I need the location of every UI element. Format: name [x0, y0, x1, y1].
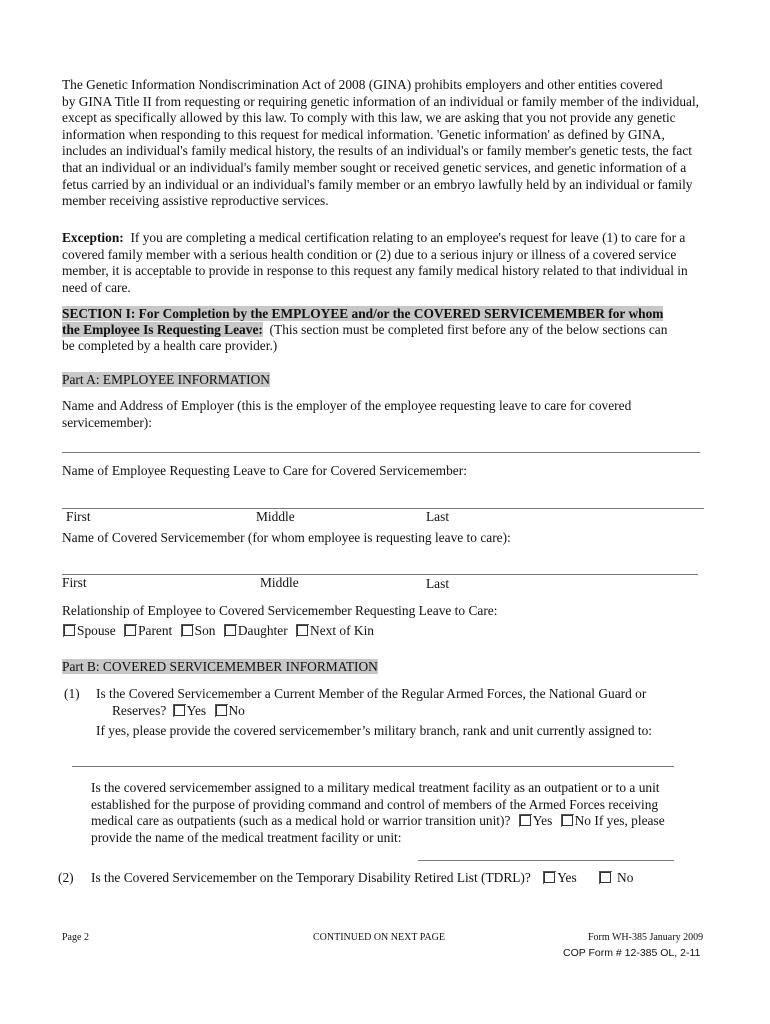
question-2-text: Is the Covered Servicemember on the Temporary Disability Retired List (TDRL)? [91, 870, 531, 885]
employee-last-label: Last [426, 509, 450, 524]
gina-line: fetus carried by an individual or an individual's family member or an embryo lawfully held by an individual or family [62, 176, 693, 192]
relationship-options [64, 623, 380, 639]
covered-name-field[interactable] [62, 574, 698, 575]
part-b-heading [62, 659, 378, 675]
exception-line: covered family member with a serious health condition or (2) due to a serious injury or illness of a covered service [62, 246, 677, 262]
exception-notice [62, 230, 742, 296]
mtf-line: established for the purpose of providing command and control of members of the Armed Forces receiving [91, 796, 659, 812]
question-1-ifyes: If yes, please provide the covered servicemember’s military branch, rank and unit currently assigned to: [96, 723, 653, 738]
employee-name-label: Name of Employee Requesting Leave to Care for Covered Servicemember: [62, 463, 467, 478]
question-1-text-cont: Reserves? [112, 703, 167, 718]
parent-label: Parent [138, 623, 173, 638]
section-1-note-cont: be completed by a health care provider.) [62, 338, 278, 353]
mtf-line: provide the name of the medical treatment facility or unit: [91, 829, 402, 845]
gina-notice [62, 77, 742, 210]
mtf-name-field[interactable] [418, 860, 674, 861]
q1-no-checkbox[interactable] [216, 705, 227, 716]
covered-last-label: Last [426, 576, 450, 591]
mtf-line: Is the covered servicemember assigned to a military medical treatment facility as an outpatient or to a unit [91, 780, 660, 795]
covered-first-label: First [62, 575, 87, 590]
mtf-ifyes: If yes, please [594, 813, 665, 829]
employer-field[interactable] [62, 452, 700, 453]
mtf-line: medical care as outpatients (such as a medical hold or warrior transition unit)? [91, 813, 511, 829]
daughter-checkbox[interactable] [225, 625, 236, 636]
q2-no-checkbox[interactable] [600, 872, 611, 883]
page-number: Page 2 [62, 932, 89, 943]
exception-line: If you are completing a medical certification relating to an employee's request for leave (1) to care for a [123, 230, 686, 245]
continued-note: CONTINUED ON NEXT PAGE [313, 932, 445, 943]
spouse-label: Spouse [77, 623, 116, 638]
part-a-heading [62, 372, 270, 388]
mtf-no-label: No [574, 813, 592, 829]
mtf-options [91, 813, 665, 830]
employer-label [62, 398, 742, 431]
section-1-title: SECTION I: For Completion by the EMPLOYEE and/or the COVERED SERVICEMEMBER for whom [62, 306, 664, 321]
next-of-kin-checkbox[interactable] [297, 625, 308, 636]
exception-line: member, it is acceptable to provide in response to this request any family medical history related to that individual in [62, 263, 688, 279]
employee-name-field[interactable] [62, 508, 704, 509]
employer-label-line: servicemember): [62, 414, 152, 430]
part-a-heading-text: Part A: EMPLOYEE INFORMATION [62, 372, 270, 387]
cop-form-id: COP Form # 12-385 OL, 2-11 [563, 947, 701, 959]
question-2-number: (2) [58, 870, 74, 885]
q2-yes-label: Yes [557, 870, 577, 885]
exception-line: need of care. [62, 279, 131, 295]
daughter-label: Daughter [237, 623, 288, 638]
gina-line: by GINA Title II from requesting or requiring genetic information of an individual or family member of the individual, [62, 93, 700, 109]
section-1-header [62, 306, 742, 354]
q1-yes-label: Yes [186, 703, 207, 718]
military-branch-field[interactable] [72, 766, 674, 767]
question-2-row [91, 870, 633, 886]
covered-name-label: Name of Covered Servicemember (for whom employee is requesting leave to care): [62, 530, 511, 545]
question-1-number: (1) [64, 686, 80, 701]
covered-middle-label: Middle [260, 575, 299, 590]
gina-line: that an individual or an individual's family member sought or received genetic services, and genetic information of a [62, 159, 687, 175]
parent-checkbox[interactable] [125, 625, 136, 636]
gina-line: The Genetic Information Nondiscrimination Act of 2008 (GINA) prohibits employers and other entities covered [62, 77, 663, 92]
mtf-yes-checkbox[interactable] [520, 815, 531, 826]
spouse-checkbox[interactable] [64, 625, 75, 636]
section-1-title-cont: the Employee Is Requesting Leave: [62, 322, 263, 337]
part-b-heading-text: Part B: COVERED SERVICEMEMBER INFORMATION [62, 659, 378, 674]
gina-line: except as specifically allowed by this law. To comply with this law, we are asking that you not provide any genetic [62, 110, 676, 126]
q2-yes-checkbox[interactable] [544, 872, 555, 883]
exception-label: Exception: [62, 230, 124, 245]
gina-line: information when responding to this request for medical information. 'Genetic information' as defined by GINA, [62, 126, 665, 142]
q1-no-label: No [228, 703, 245, 718]
question-1-options [112, 703, 245, 719]
employee-first-label: First [66, 509, 91, 524]
relationship-label: Relationship of Employee to Covered Servicemember Requesting Leave to Care: [62, 603, 498, 618]
son-checkbox[interactable] [182, 625, 193, 636]
mtf-question [91, 780, 665, 846]
form-id: Form WH-385 January 2009 [588, 932, 704, 943]
q2-no-label: No [617, 870, 634, 885]
mtf-no-checkbox[interactable] [562, 815, 573, 826]
question-1-text: Is the Covered Servicemember a Current Member of the Regular Armed Forces, the National Guard or [96, 686, 647, 701]
employer-label-line: Name and Address of Employer (this is the employer of the employee requesting leave to care for covered [62, 398, 632, 413]
employee-middle-label: Middle [256, 509, 295, 524]
q1-yes-checkbox[interactable] [174, 705, 185, 716]
section-1-note: (This section must be completed first before any of the below sections can [262, 322, 668, 337]
next-of-kin-label: Next of Kin [310, 623, 374, 638]
gina-line: includes an individual's family medical history, the results of an individual's or family member's genetic tests, the fact [62, 143, 692, 159]
gina-line: member receiving assistive reproductive services. [62, 193, 329, 209]
mtf-yes-label: Yes [532, 813, 553, 829]
son-label: Son [194, 623, 216, 638]
